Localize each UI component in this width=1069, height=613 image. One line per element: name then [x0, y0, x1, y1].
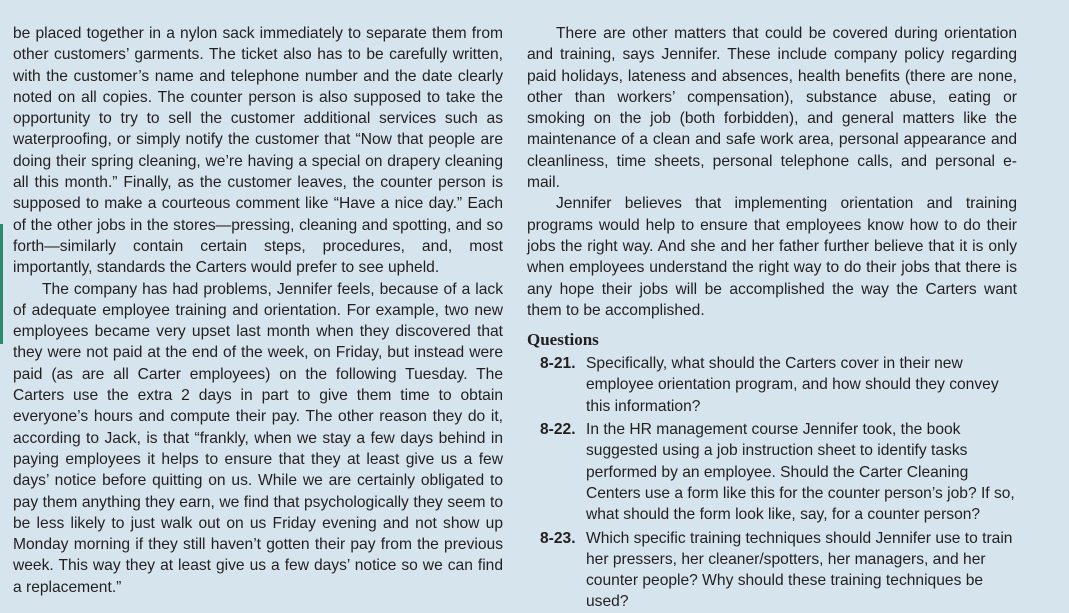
left-paragraph-1: be placed together in a nylon sack immediately to separate them from other customers’ garments. The ticket also has to be carefully written, with the customer’s name and telephone number and the date clearly noted on all copies. The counter person is also supposed to take the opportunity to try to sell the customer additional services such as waterproofing, or simply notify the customer that “Now that people are doing their spring cleaning, we’re having a special on drapery cleaning all this month.” Finally, as the customer leaves, the counter person is supposed to make a courteous comment like “Have a nice day.” Each of the other jobs in the stores—pressing, cleaning and spotting, and so forth—similarly contain certain steps, procedures, and, most importantly, standards the Carters would prefer to see upheld. [13, 25, 503, 277]
question-text: In the HR management course Jennifer took, the book suggested using a job instruction sheet to identify tasks performed by an employee. Should the Carter Cleaning Centers use a form like this for the counter person’s job? If so, what should the form look like, say, for a counter person? [586, 421, 1015, 524]
margin-accent-bar [0, 224, 3, 344]
left-column [13, 23, 503, 598]
right-paragraph-2: Jennifer believes that implementing orientation and training programs would help to ensure that employees know how to do their jobs the right way. And she and her father further believe that it is only when employees understand the right way to do their jobs that there is any hope their jobs will be accomplished the way the Carters want them to be accomplished. [527, 195, 1017, 319]
question-number: 8-23. [540, 529, 576, 547]
questions-heading: Questions [527, 330, 599, 350]
question-text: Specifically, what should the Carters cover in their new employee orientation program, and how should they convey this information? [586, 355, 999, 415]
question-text: Which specific training techniques should Jennifer use to train her pressers, her cleaner/spotters, her managers, and her counter people? Why should these training techniques be used? [586, 529, 1013, 611]
question-item [540, 353, 1017, 417]
question-number: 8-22. [540, 421, 576, 439]
question-item [540, 419, 1017, 525]
question-number: 8-21. [540, 355, 576, 373]
question-item [540, 528, 1017, 613]
right-paragraph-1: There are other matters that could be covered during orientation and training, says Jennifer. These include company policy regarding paid holidays, lateness and absences, health benefits (there are none, other than workers’ compensation), substance abuse, eating or smoking on the job (both forbidden), and general matters like the maintenance of a clean and safe work area, personal appearance and cleanliness, time sheets, personal telephone calls, and personal e-mail. [527, 25, 1017, 192]
left-paragraph-2: The company has had problems, Jennifer feels, because of a lack of adequate employee training and orientation. For example, two new employees became very upset last month when they discovered that they were not paid at the end of the week, on Friday, but instead were paid (as are all Carter employees) on the following Tuesday. The Carters use the extra 2 days in part to give them time to obtain everyone’s hours and compute their pay. The other reason they do it, according to Jack, is that “frankly, when we stay a few days behind in paying employees it helps to ensure that they at least give us a few days’ notice before quitting on us. While we are certainly obligated to pay them anything they earn, we find that psychologically they seem to be less likely to just walk out on us Friday evening and not show up Monday morning if they still haven’t gotten their pay from the previous week. This way they at least give us a few days’ notice so we can find a replacement.” [13, 280, 503, 596]
right-column [527, 23, 1017, 613]
